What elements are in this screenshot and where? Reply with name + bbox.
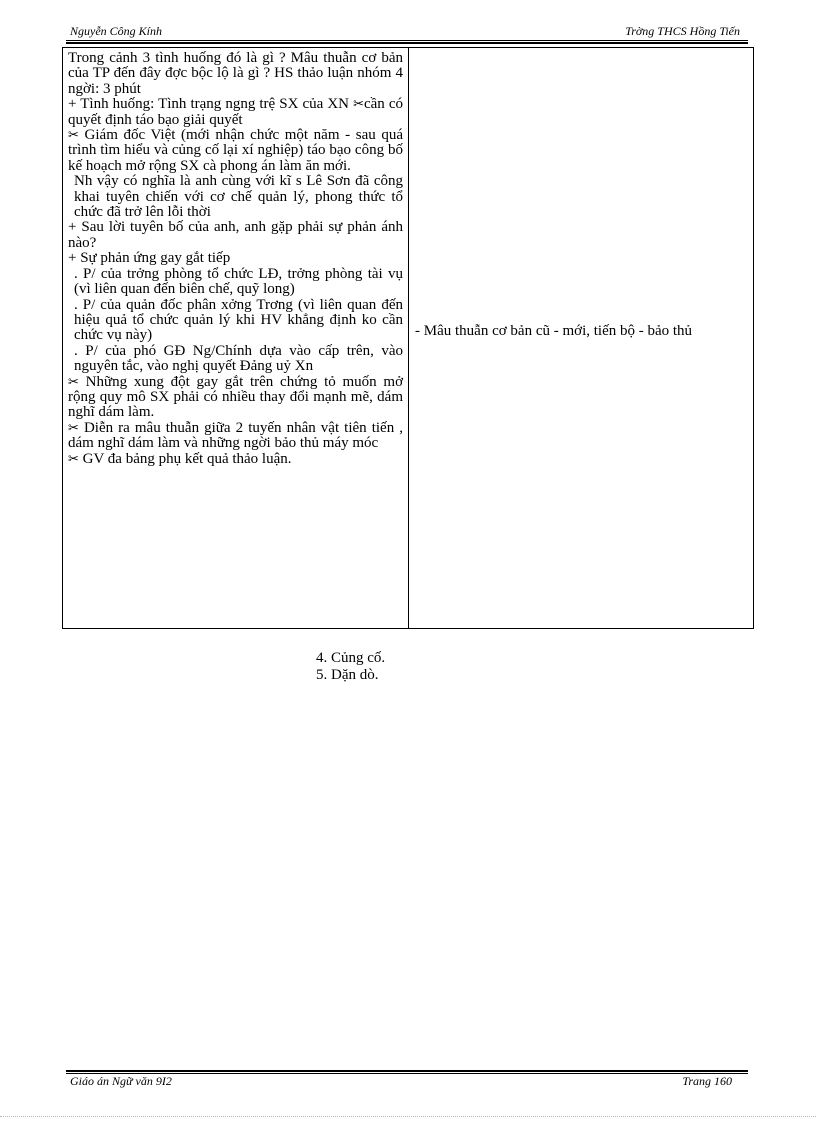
header-author: Nguyễn Công Kính: [70, 24, 162, 38]
teacher-text: GV đa bảng phụ kết quả thảo luận.: [82, 450, 292, 467]
reaction-question: + Sau lời tuyên bố của anh, anh gặp phải sự phản ánh nào?: [68, 219, 403, 251]
decision-text: cần có quyết định táo bạo giải quyết: [68, 96, 404, 128]
scissors-icon: ✂: [68, 451, 79, 467]
scissors-icon: ✂: [353, 97, 364, 113]
situation-text: + Tình huống: Tình trạng ngng trệ SX của XN: [68, 96, 350, 113]
scissors-icon: ✂: [68, 374, 79, 390]
summary-consolidation: 4. Củng cố.: [316, 650, 386, 666]
page-bottom-edge: [0, 1116, 816, 1117]
header-rule-thin: [66, 40, 748, 41]
footer-page-number: Trang 160: [682, 1074, 732, 1088]
question-paragraph: Trong cảnh 3 tình huống đó là gì ? Mâu thuẫn cơ bản của TP đến đây đợc bộc lộ là gì ? HS thảo luận nhóm 4 ngời: 3 phút: [68, 50, 403, 97]
director-paragraph: [68, 128, 403, 174]
scissors-icon: ✂: [68, 420, 79, 436]
contradiction-paragraph: [68, 421, 403, 452]
conflict-paragraph: [68, 375, 403, 421]
director-text: Giám đốc Việt (mới nhận chức một năm - sau quá trình tìm hiểu và củng cố lại xí nghiệp) táo bạo công bố kế hoạch mở rộng SX cà phong án làm ăn mới.: [68, 127, 404, 174]
page-footer: [66, 1074, 746, 1090]
reaction-item-3: . P/ của phó GĐ Ng/Chính dựa vào cấp trên, vào nguyên tắc, vào nghị quyết Đảng uỷ Xn: [74, 342, 403, 375]
contradiction-text: Diễn ra mâu thuẫn giữa 2 tuyến nhân vật tiên tiến , dám nghĩ dám làm và những ngời bảo thủ máy móc: [68, 419, 404, 452]
teacher-paragraph: [68, 452, 403, 467]
situation-line: [68, 97, 403, 128]
reaction-item-2: . P/ của quản đốc phân xởng Trơng (vì liên quan đến hiệu quả tổ chức quản lý khi HV khẳng định ko cần chức vụ này): [74, 296, 403, 344]
conflict-text: Những xung đột gay gắt trên chứng tỏ muốn mở rộng quy mô SX phải có nhiều thay đổi mạnh mẽ, dám nghĩ dám làm.: [68, 373, 404, 421]
activity-column: [63, 48, 409, 628]
header-school: Trờng THCS Hồng Tiến: [625, 24, 740, 38]
lesson-summary: [316, 650, 385, 684]
reaction-item-1: . P/ của trởng phòng tổ chức LĐ, trởng phòng tài vụ (vì liên quan đến biên chế, quỹ long): [74, 265, 403, 298]
reaction-heading: + Sự phản ứng gay gắt tiếp: [68, 250, 231, 267]
scissors-icon: ✂: [68, 128, 79, 144]
main-contradiction: - Mâu thuẫn cơ bản cũ - mới, tiến bộ - bảo thủ: [415, 323, 693, 339]
meaning-paragraph: Nh vậy có nghĩa là anh cùng với kĩ s Lê Sơn đã công khai tuyên chiến với cơ chế quản lý, phong thức tổ chức đã trở lên lỗi thời: [74, 173, 403, 221]
header-rule-thick: [66, 42, 748, 44]
page-header: [66, 24, 746, 40]
footer-course: Giáo án Ngữ văn 9I2: [70, 1074, 172, 1088]
footer-rule-thick: [66, 1070, 748, 1072]
content-column: [409, 48, 753, 628]
summary-homework: 5. Dặn dò.: [316, 667, 379, 683]
lesson-table: [62, 47, 754, 629]
